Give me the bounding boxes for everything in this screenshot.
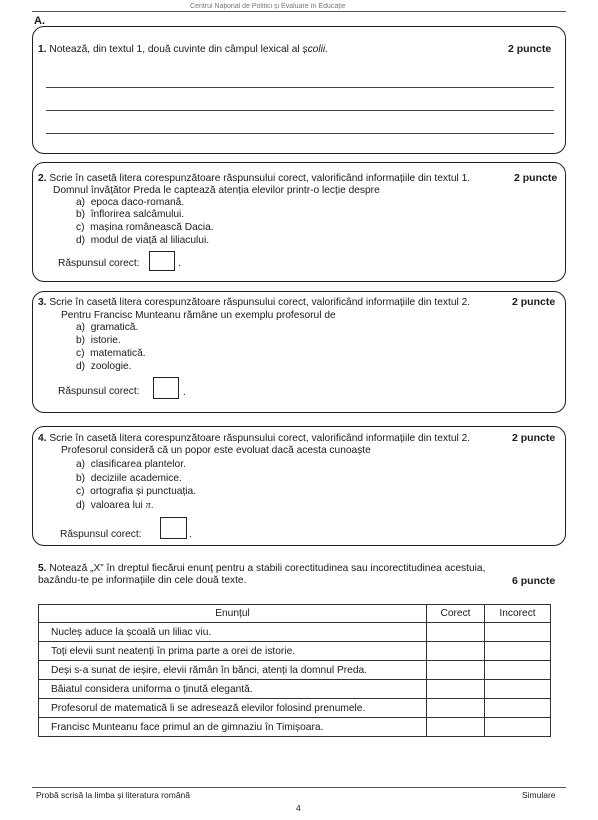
question-4-answer-box[interactable] bbox=[160, 517, 187, 539]
incorrect-cell[interactable] bbox=[485, 699, 551, 718]
question-1-prompt: Notează, din textul 1, două cuvinte din câmpul lexical al bbox=[49, 44, 303, 55]
question-4-option-d-period: . bbox=[150, 500, 154, 511]
question-2-option-a: a) epoca daco-romană. bbox=[76, 197, 185, 208]
question-4-number: 4. bbox=[38, 433, 47, 444]
table-row bbox=[39, 718, 551, 737]
correct-cell[interactable] bbox=[427, 718, 485, 737]
question-3-option-a: a) gramatică. bbox=[76, 322, 139, 333]
statement-cell: Nucleș aduce la școală un liliac viu. bbox=[39, 623, 427, 642]
question-4-option-d-text: d) valoarea lui bbox=[76, 500, 143, 511]
question-4-answer-label: Răspunsul corect: bbox=[60, 529, 142, 540]
question-5-points: 6 puncte bbox=[512, 575, 556, 587]
question-2-number: 2. bbox=[38, 173, 47, 184]
pi-symbol: π bbox=[145, 500, 151, 511]
answer-line-1[interactable] bbox=[46, 87, 554, 88]
question-4-line1 bbox=[38, 433, 470, 445]
incorrect-cell[interactable] bbox=[485, 680, 551, 699]
question-1-number: 1. bbox=[38, 44, 47, 55]
table-row bbox=[39, 642, 551, 661]
footer-simulation-label: Simulare bbox=[522, 790, 556, 800]
footer-exam-title: Probă scrisă la limba și literatura română bbox=[36, 790, 191, 800]
table-header-row bbox=[39, 605, 551, 623]
question-2-answer-label: Răspunsul corect: bbox=[58, 258, 140, 269]
answer-line-2[interactable] bbox=[46, 110, 554, 111]
question-2-line2: Domnul învățător Preda le captează atenția elevilor printr-o lecție despre bbox=[53, 185, 380, 196]
question-3-option-c: c) matematică. bbox=[76, 348, 146, 359]
question-4-answer-period: . bbox=[189, 529, 192, 540]
question-5-line2: bazându-te pe informațiile din cele două texte. bbox=[38, 575, 247, 586]
question-4-option-d bbox=[76, 500, 154, 512]
question-3-number: 3. bbox=[38, 297, 47, 308]
statement-cell: Deși s-a sunat de ieșire, elevii rămân în bănci, atenți la domnul Preda. bbox=[39, 661, 427, 680]
question-3-instruction: Scrie în casetă litera corespunzătoare răspunsului corect, valorificând informațiile din textul 2. bbox=[49, 297, 471, 308]
question-3-answer-label: Răspunsul corect: bbox=[58, 386, 140, 397]
question-2-option-b: b) înflorirea salcâmului. bbox=[76, 209, 185, 220]
section-label: A. bbox=[34, 15, 45, 27]
question-5-line1 bbox=[38, 563, 485, 575]
question-3-option-d: d) zoologie. bbox=[76, 361, 132, 372]
question-3-points: 2 puncte bbox=[512, 296, 556, 308]
incorrect-cell[interactable] bbox=[485, 642, 551, 661]
question-4-option-c: c) ortografia și punctuația. bbox=[76, 486, 197, 497]
question-2-option-c: c) mașina românească Dacia. bbox=[76, 222, 214, 233]
incorrect-cell[interactable] bbox=[485, 661, 551, 680]
statement-cell: Profesorul de matematică li se adresează elevilor folosind prenumele. bbox=[39, 699, 427, 718]
question-2-answer-period: . bbox=[178, 258, 181, 269]
question-2-instruction: Scrie în casetă litera corespunzătoare răspunsului corect, valorificând informațiile din textul 1. bbox=[49, 173, 471, 184]
question-3-option-b: b) istorie. bbox=[76, 335, 121, 346]
question-3-line2: Pentru Francisc Munteanu rămâne un exemplu profesorul de bbox=[61, 310, 336, 321]
question-3-answer-period: . bbox=[183, 387, 186, 398]
correct-cell[interactable] bbox=[427, 623, 485, 642]
running-header: Centrul Național de Politici și Evaluare în Educație bbox=[190, 3, 346, 10]
answer-line-3[interactable] bbox=[46, 133, 554, 134]
question-2-points: 2 puncte bbox=[514, 172, 558, 184]
correct-cell[interactable] bbox=[427, 661, 485, 680]
question-1-text bbox=[38, 44, 328, 56]
question-2-answer-box[interactable] bbox=[149, 251, 175, 271]
question-2-line1 bbox=[38, 173, 470, 185]
table-row bbox=[39, 680, 551, 699]
question-4-points: 2 puncte bbox=[512, 432, 556, 444]
question-4-line2: Profesorul consideră că un popor este evoluat dacă acesta cunoaște bbox=[61, 445, 371, 456]
table-row bbox=[39, 661, 551, 680]
table-row bbox=[39, 623, 551, 642]
question-1-italic: școlii. bbox=[302, 44, 328, 55]
column-header-incorrect: Incorect bbox=[485, 605, 551, 623]
page-number: 4 bbox=[296, 803, 301, 813]
column-header-correct: Corect bbox=[427, 605, 485, 623]
question-1-points: 2 puncte bbox=[508, 43, 552, 55]
incorrect-cell[interactable] bbox=[485, 718, 551, 737]
question-5-instruction: Notează „X” în dreptul fiecărui enunț pentru a stabili corectitudinea sau incorectitudinea acestuia, bbox=[49, 563, 486, 574]
question-2-option-d: d) modul de viață al liliacului. bbox=[76, 235, 210, 246]
question-4-option-a: a) clasificarea plantelor. bbox=[76, 459, 186, 470]
question-3-answer-box[interactable] bbox=[153, 377, 179, 399]
header-rule bbox=[32, 11, 566, 12]
column-header-statement: Enunțul bbox=[39, 605, 427, 623]
table-row bbox=[39, 699, 551, 718]
incorrect-cell[interactable] bbox=[485, 623, 551, 642]
evaluation-table bbox=[38, 604, 551, 737]
statement-cell: Băiatul considera uniforma o ținută elegantă. bbox=[39, 680, 427, 699]
statement-cell: Francisc Munteanu face primul an de gimnaziu în Timișoara. bbox=[39, 718, 427, 737]
statement-cell: Toți elevii sunt neatenți în prima parte a orei de istorie. bbox=[39, 642, 427, 661]
correct-cell[interactable] bbox=[427, 642, 485, 661]
correct-cell[interactable] bbox=[427, 680, 485, 699]
question-4-option-b: b) deciziile academice. bbox=[76, 473, 182, 484]
question-5-number: 5. bbox=[38, 563, 47, 574]
question-3-line1 bbox=[38, 297, 470, 309]
footer-rule bbox=[32, 787, 566, 788]
question-4-instruction: Scrie în casetă litera corespunzătoare răspunsului corect, valorificând informațiile din textul 2. bbox=[49, 433, 471, 444]
correct-cell[interactable] bbox=[427, 699, 485, 718]
